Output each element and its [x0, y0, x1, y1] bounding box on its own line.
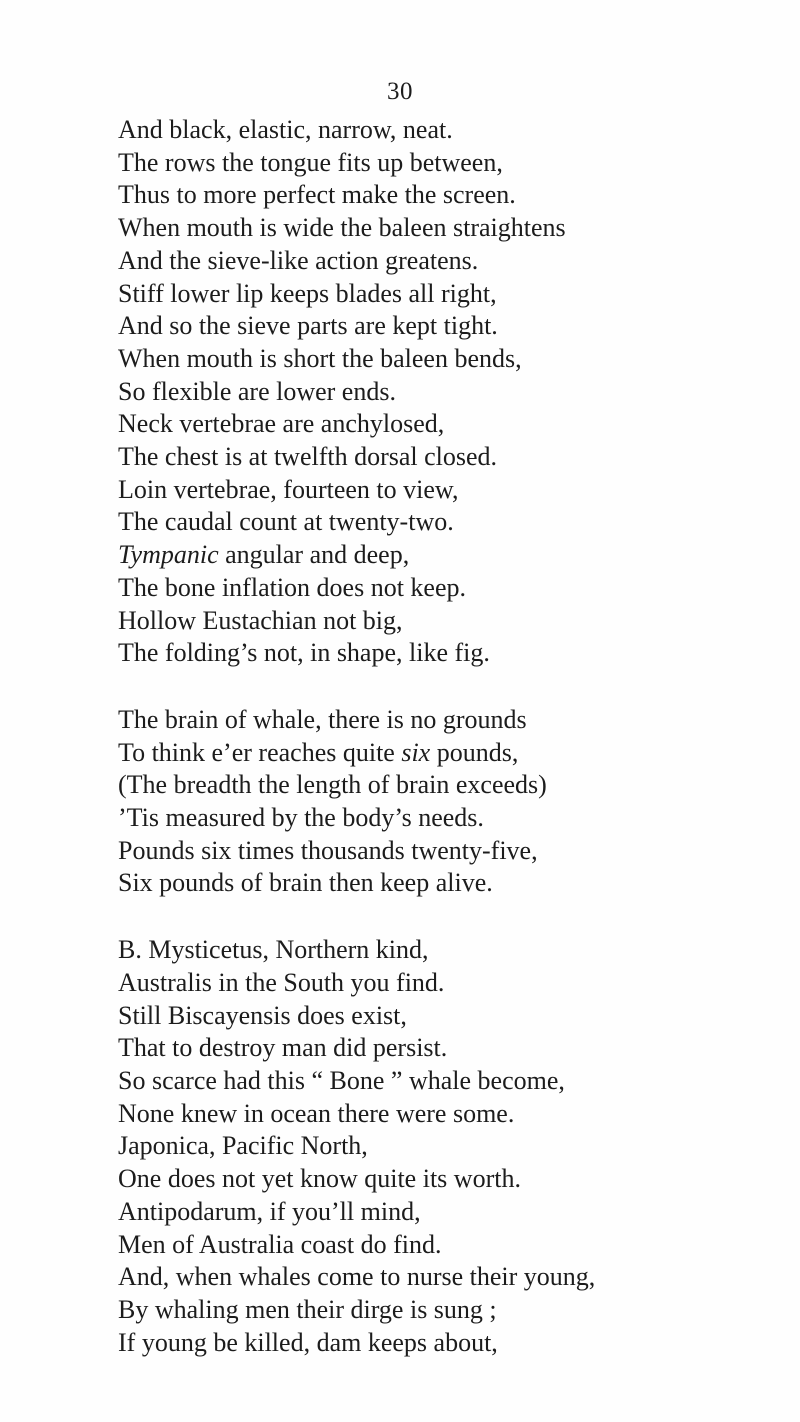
poem-line: If young be killed, dam keeps about, [118, 1327, 498, 1357]
poem-line: The rows the tongue fits up between, [118, 147, 503, 177]
italic-word: six [401, 737, 431, 767]
poem-line: Stiff lower lip keeps blades all right, [118, 278, 497, 308]
poem-line: When mouth is wide the baleen straightens [118, 213, 566, 243]
poem-line-italic [118, 539, 788, 572]
poem-line-italic [118, 737, 788, 770]
poem-line: Six pounds of brain then keep alive. [118, 868, 493, 898]
poem-line: ’Tis measured by the body’s needs. [118, 803, 484, 833]
poem-line: (The breadth the length of brain exceeds) [118, 770, 547, 800]
poem-line: Japonica, Pacific North, [118, 1131, 368, 1161]
poem-line: And the sieve-like action greatens. [118, 245, 479, 275]
poem-line: The caudal count at twenty-two. [118, 507, 454, 537]
poem-line: By whaling men their dirge is sung ; [118, 1294, 497, 1324]
poem-line: And, when whales come to nurse their young, [118, 1262, 596, 1292]
page-number: 30 [387, 78, 413, 105]
poem-line: When mouth is short the baleen bends, [118, 343, 522, 373]
poem-line: And black, elastic, narrow, neat. [118, 115, 453, 144]
line-start: To think e’er reaches quite [118, 737, 402, 767]
poem-body [118, 114, 788, 1359]
stanza-1 [118, 114, 788, 670]
line-remainder: angular and deep, [218, 540, 410, 570]
stanza-3 [118, 934, 788, 1359]
poem-line: And so the sieve parts are kept tight. [118, 311, 498, 341]
poem-line: So scarce had this “ Bone ” whale become, [118, 1065, 565, 1095]
poem-line: Men of Australia coast do find. [118, 1229, 442, 1259]
poem-line: So flexible are lower ends. [118, 376, 396, 406]
poem-line: None knew in ocean there were some. [118, 1098, 515, 1128]
italic-word: Tympanic [118, 540, 219, 570]
poem-line: Loin vertebrae, fourteen to view, [118, 474, 459, 504]
poem-line: The folding’s not, in shape, like fig. [118, 638, 490, 668]
line-remainder: pounds, [430, 737, 519, 767]
poem-line: The chest is at twelfth dorsal closed. [118, 442, 498, 472]
stanza-2 [118, 704, 788, 900]
poem-line: The brain of whale, there is no grounds [118, 704, 527, 734]
poem-line: Still Biscayensis does exist, [118, 1000, 407, 1030]
poem-line: Antipodarum, if you’ll mind, [118, 1196, 421, 1226]
poem-line: That to destroy man did persist. [118, 1033, 448, 1063]
poem-line: Thus to more perfect make the screen. [118, 180, 516, 210]
poem-line: One does not yet know quite its worth. [118, 1164, 521, 1194]
poem-line: The bone inflation does not keep. [118, 572, 467, 602]
poem-line: Australis in the South you find. [118, 967, 445, 997]
poem-line: B. Mysticetus, Northern kind, [118, 935, 429, 965]
poem-line: Hollow Eustachian not big, [118, 605, 403, 635]
poem-line: Pounds six times thousands twenty-five, [118, 835, 538, 865]
poem-line: Neck vertebrae are anchylosed, [118, 409, 445, 439]
